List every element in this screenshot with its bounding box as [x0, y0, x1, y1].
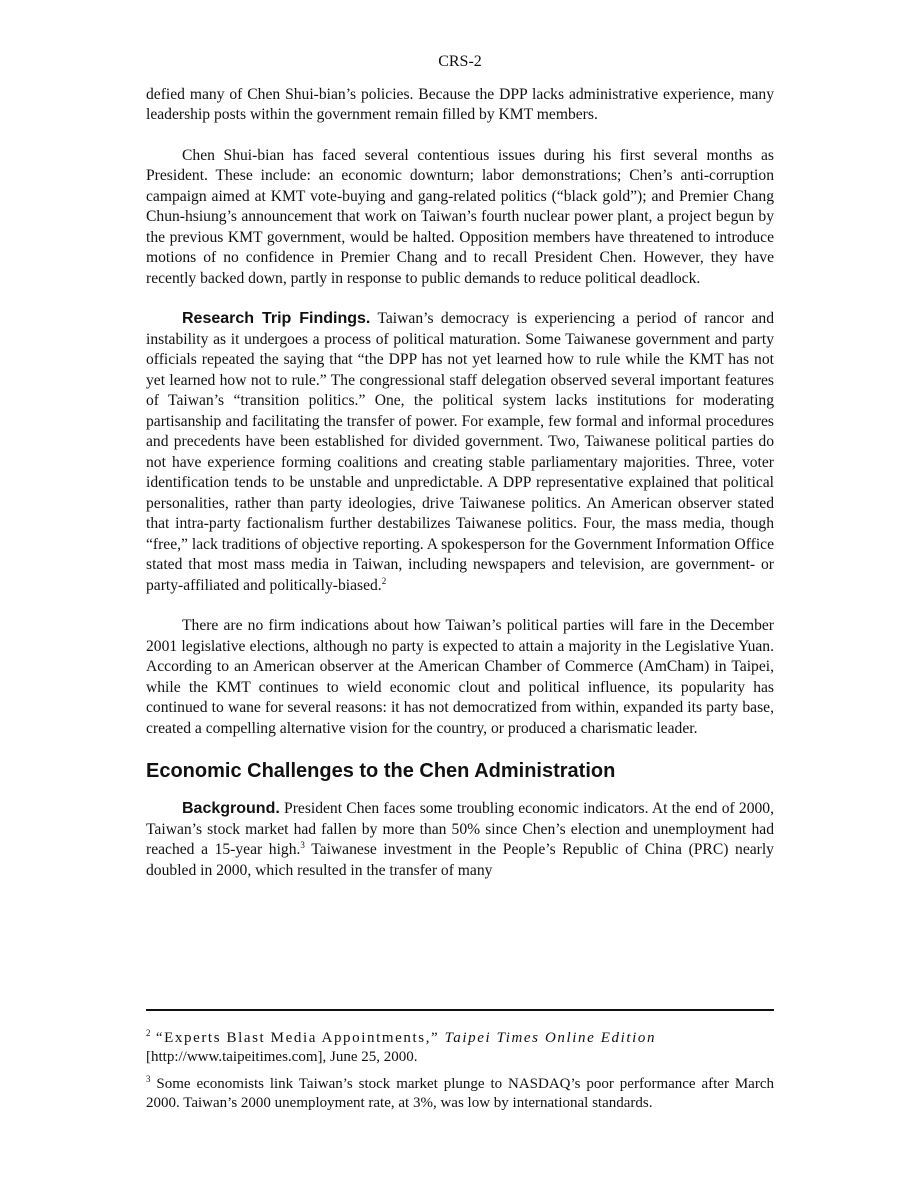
paragraph-contentious-issues: Chen Shui-bian has faced several contentious issues during his first several months as President. These include: an economic downturn; labor demonstrations; Chen’s anti-corruption campaign aimed at KMT vote-buying and gang-related politics (“black gold”); and Premier Chang Chun-hsiung’s announcement that work on Taiwan’s fourth nuclear power plant, a project begun by the previous KMT government, would be halted. Opposition members have threatened to introduce motions of no confidence in Premier Chang and to recall President Chen. However, they have recently backed down, partly in response to public demands to reduce political deadlock.	[146, 146, 774, 287]
footnote-2	[146, 1029, 774, 1067]
paragraph-text: President Chen faces some troubling economic indicators. At the end of 2000, Taiwan’s stock market had fallen by more than 50% since Chen’s election and unemployment had reached a 15-year high.	[146, 800, 774, 858]
footnote-number: 2	[146, 1028, 151, 1038]
paragraph-background	[146, 799, 774, 881]
footnote-number: 3	[146, 1074, 151, 1084]
footnote-ref-2[interactable]: 2	[381, 575, 387, 586]
document-page	[146, 52, 774, 901]
footnote-text: Some economists link Taiwan’s stock market plunge to NASDAQ’s poor performance after March 2000. Taiwan’s 2000 unemployment rate, at 3%, was low by international standards.	[146, 1076, 774, 1111]
footnotes-section	[146, 1009, 774, 1121]
footnote-3	[146, 1075, 774, 1113]
runin-heading-background: Background.	[182, 800, 280, 817]
footnote-source-title: Taipei Times Online Edition	[444, 1030, 657, 1046]
footnote-ref-3[interactable]: 3	[300, 840, 305, 850]
footnote-url: [http://www.taipeitimes.com], June 25, 2000.	[146, 1049, 418, 1065]
runin-heading-research-trip: Research Trip Findings.	[182, 310, 371, 327]
footnote-divider	[146, 1009, 774, 1011]
paragraph-continuation: defied many of Chen Shui-bian’s policies. Because the DPP lacks administrative experience, many leadership posts within the government remain filled by KMT members.	[146, 85, 774, 123]
page-header: CRS-2	[438, 53, 482, 70]
paragraph-research-trip-findings	[146, 309, 774, 596]
paragraph-text: Taiwan’s democracy is experiencing a period of rancor and instability as it undergoes a process of political maturation. Some Taiwanese government and party officials repeated the saying that “the DPP has not yet learned how to rule while the KMT has not yet learned how not to rule.” The congressional staff delegation observed several important features of Taiwan’s “transition politics.” One, the political system lacks institutions for moderating partisanship and facilitating the transfer of power. For example, few formal and informal procedures and precedents have been established for divided government. Two, Taiwanese political parties do not have experience forming coalitions and creating stable parliamentary majorities. Three, voter identification tends to be unstable and unpredictable. A DPP representative explained that political personalities, rather than party ideologies, drive Taiwanese politics. An American observer stated that intra-party factionalism further destabilizes Taiwanese politics. Four, the mass media, though “free,” lack traditions of objective reporting. A spokesperson for the Government Information Office stated that most mass media in Taiwan, including newspapers and television, are government- or party-affiliated and politically-biased.	[146, 310, 774, 594]
paragraph-text: Taiwanese investment in the People’s Republic of China (PRC) nearly doubled in 2000, which resulted in the transfer of many	[146, 841, 774, 879]
paragraph-election-outlook: There are no firm indications about how Taiwan’s political parties will fare in the December 2001 legislative elections, although no party is expected to attain a majority in the Legislative Yuan. According to an American observer at the American Chamber of Commerce (AmCham) in Taipei, while the KMT continues to wield economic clout and political influence, its popularity has continued to wane for several reasons: it has not democratized from within, expanded its party base, created a compelling alternative vision for the country, or produced a charismatic leader.	[146, 617, 774, 737]
section-heading: Economic Challenges to the Chen Administration	[146, 760, 616, 782]
footnote-text: “Experts Blast Media Appointments,”	[150, 1030, 445, 1046]
